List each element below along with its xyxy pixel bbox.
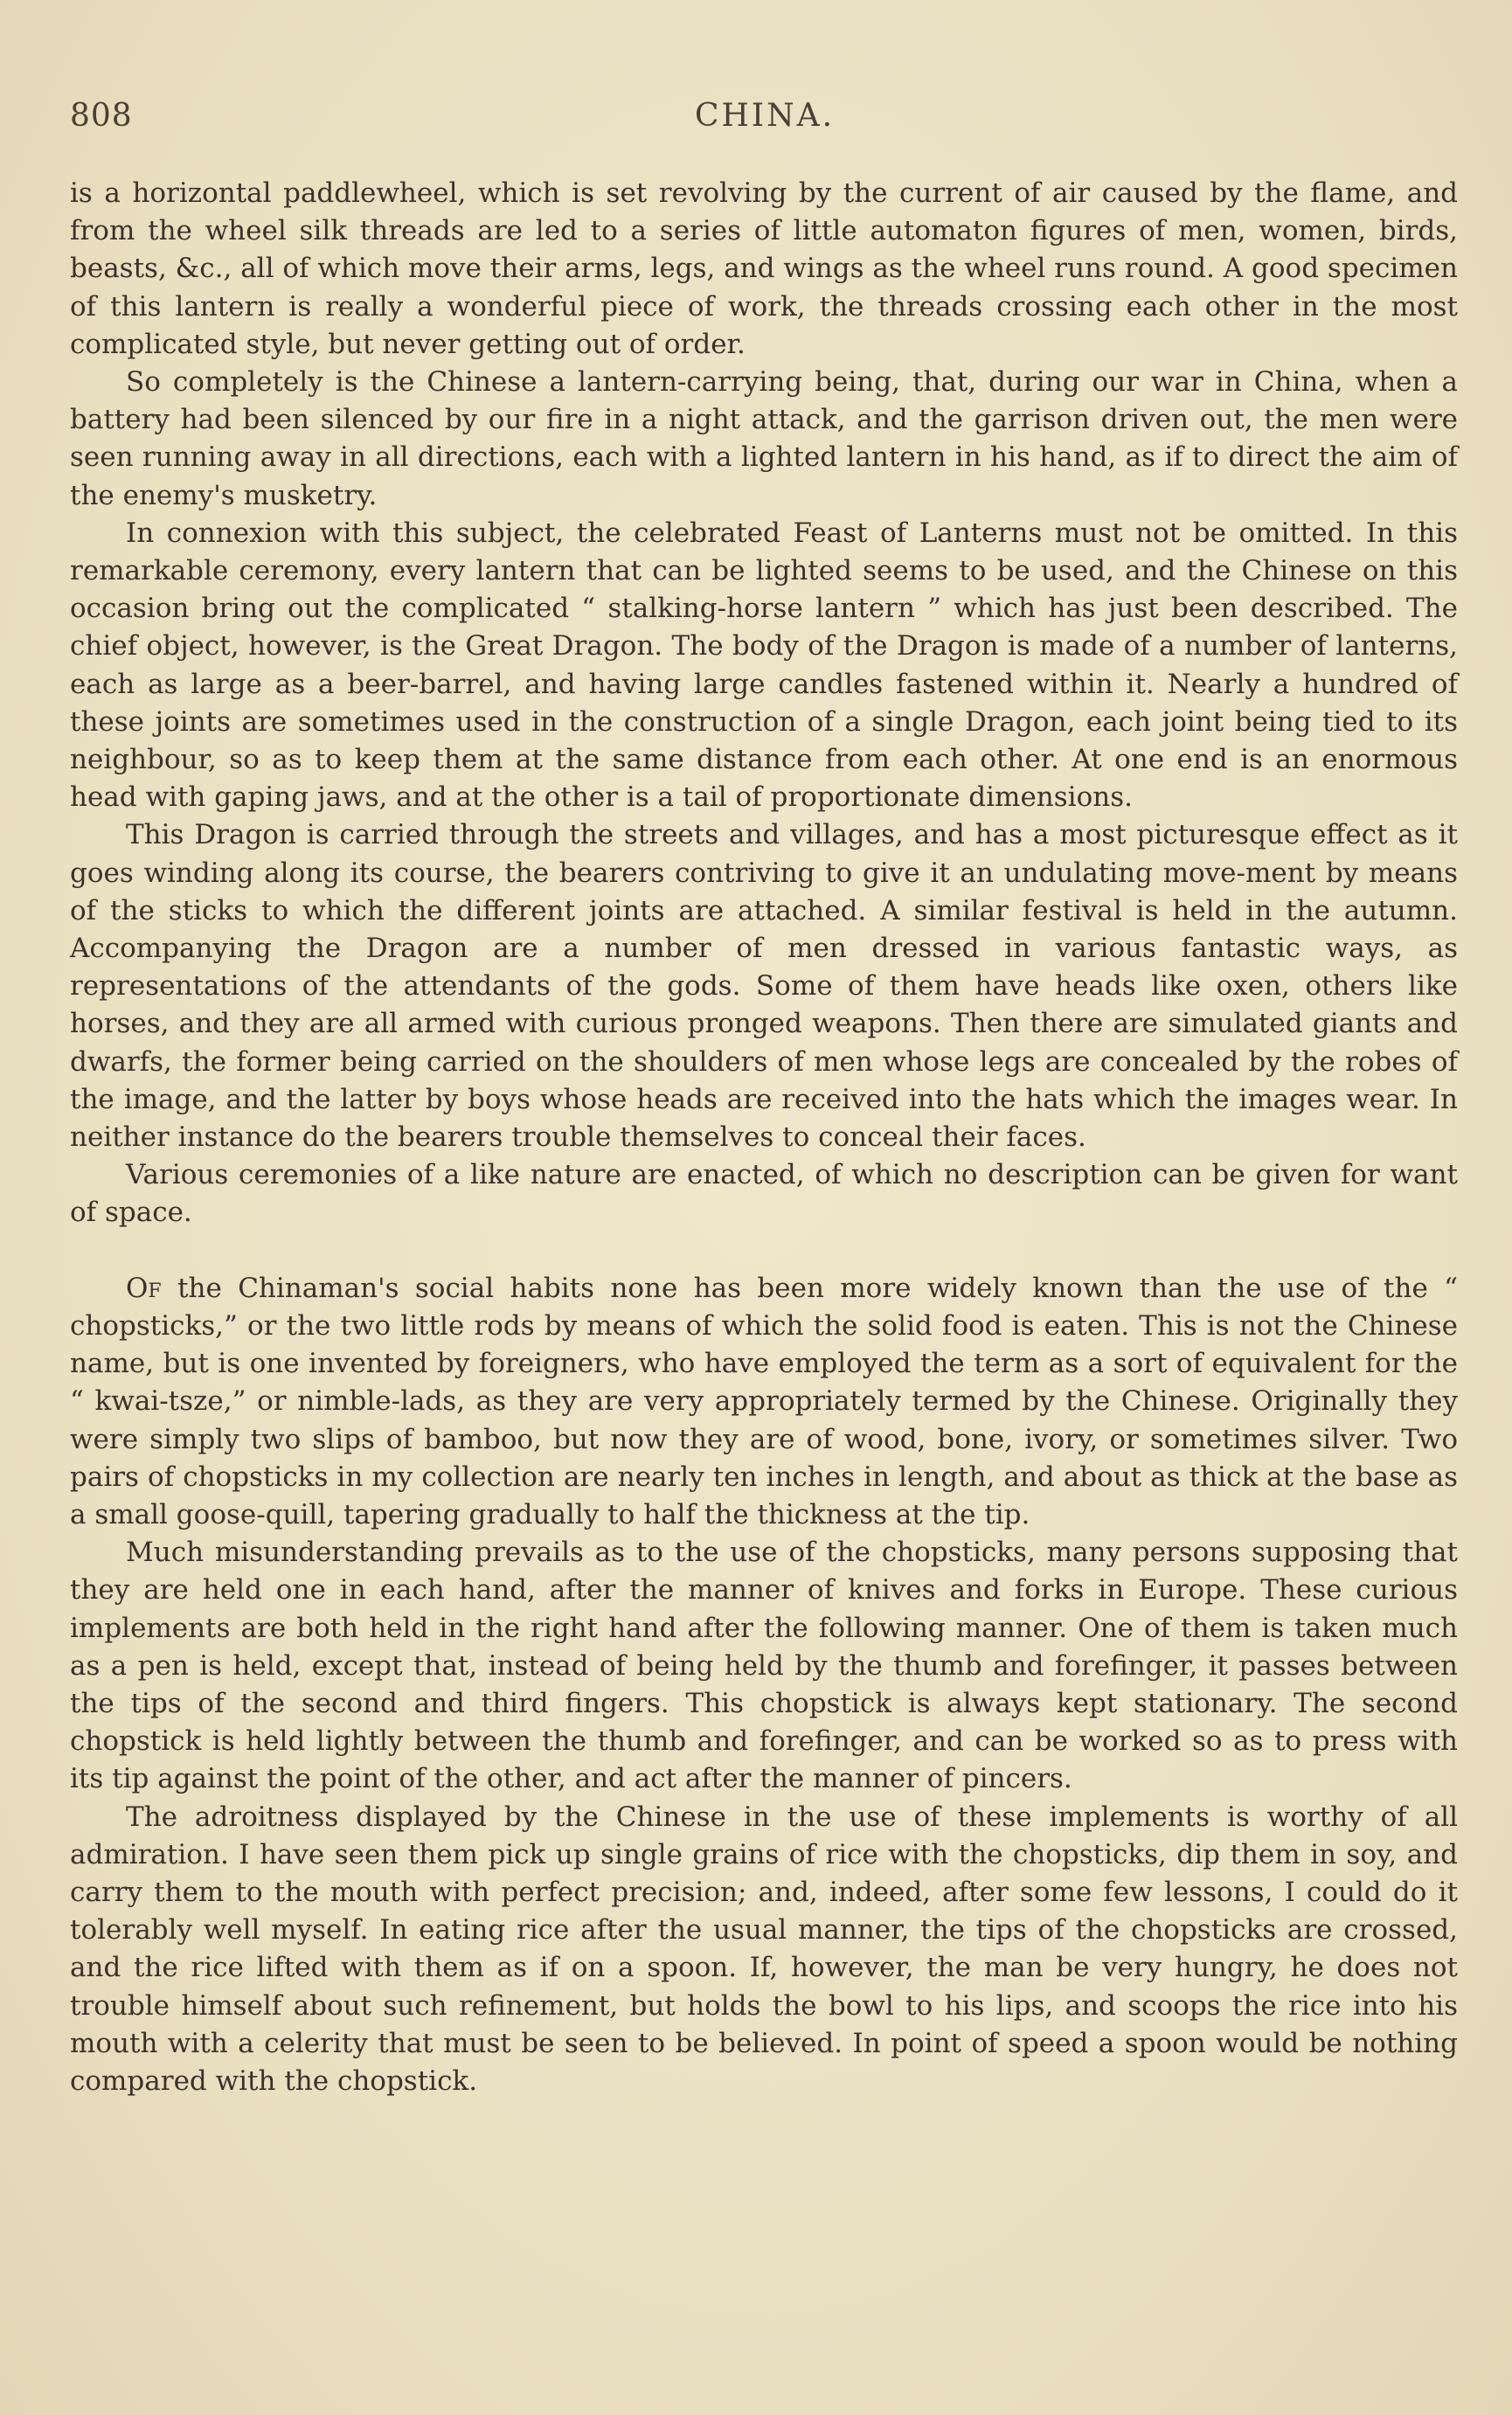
section-opening-word: Of bbox=[126, 1272, 162, 1304]
section-break bbox=[70, 1232, 1458, 1270]
paragraph: is a horizontal paddlewheel, which is set revolving by the current of air caused by the flame, and from the wheel silk threads are led to a series of little automaton figures of men, women, birds, beasts, &c., all of which move their arms, legs, and wings as the wheel runs round. A good specimen of this lantern is really a wonderful piece of work, the threads crossing each other in the most complicated style, but never getting out of order. bbox=[70, 177, 1458, 360]
running-title: CHINA. bbox=[694, 98, 836, 134]
paragraph: The adroitness displayed by the Chinese in the use of these implements is worthy of all admiration. I have seen them pick up single grains of rice with the chopsticks, dip them in soy, and carry them to the mouth with perfect precision; and, indeed, after some few lessons, I could do it tolerably well myself. In eating rice after the usual manner, the tips of the chopsticks are crossed, and the rice lifted with them as if on a spoon. If, however, the man be very hungry, he does not trouble himself about such refinement, but holds the bowl to his lips, and scoops the rice into his mouth with a celerity that must be seen to be believed. In point of speed a spoon would be nothing compared with the chopstick. bbox=[70, 1801, 1458, 2097]
paragraph: This Dragon is carried through the streets and villages, and has a most picturesque effect as it goes winding along its course, the bearers contriving to give it an undulating move-ment by means of the sticks to which the different joints are attached. A similar festival is held in the autumn. Accompanying the Dragon are a number of men dressed in various fantastic ways, as representations of the attendants of the gods. Some of them have heads like oxen, others like horses, and they are all armed with curious pronged weapons. Then there are simulated giants and dwarfs, the former being carried on the shoulders of men whose legs are concealed by the robes of the image, and the latter by boys whose heads are received into the hats which the images wear. In neither instance do the bearers trouble themselves to conceal their faces. bbox=[70, 819, 1458, 1154]
paragraph: Various ceremonies of a like nature are enacted, of which no description can be given for want of space. bbox=[70, 1159, 1458, 1229]
paragraph: In connexion with this subject, the celebrated Feast of Lanterns must not be omitted. In this remarkable ceremony, every lantern that can be lighted seems to be used, and the Chinese on this occasion bring out the complicated “ stalking-horse lantern ” which has just been described. The chief object, however, is the Great Dragon. The body of the Dragon is made of a number of lanterns, each as large as a beer-barrel, and having large candles fastened within it. Nearly a hundred of these joints are sometimes used in the construction of a single Dragon, each joint being tied to its neighbour, so as to keep them at the same distance from each other. At one end is an enormous head with gaping jaws, and at the other is a tail of proportionate dimensions. bbox=[70, 517, 1458, 814]
page-header bbox=[70, 98, 1460, 150]
paragraph: So completely is the Chinese a lantern-carrying being, that, during our war in China, when a battery had been silenced by our fire in a night attack, and the garrison driven out, the men were seen running away in all directions, each with a lighted lantern in his hand, as if to direct the aim of the enemy's musketry. bbox=[70, 366, 1458, 511]
paragraph bbox=[70, 1270, 1458, 1534]
paragraph-text: the Chinaman's social habits none has been more widely known than the use of the “ chopsticks,” or the two little rods by means of which the solid food is eaten. This is not the Chinese name, but is one invented by foreigners, who have employed the term as a sort of equivalent for the “ kwai-tsze,” or nimble-lads, as they are very appropriately termed by the Chinese. Originally they were simply two slips of bamboo, but now they are of wood, bone, ivory, or sometimes silver. Two pairs of chopsticks in my collection are nearly ten inches in length, and about as thick at the base as a small goose-quill, tapering gradually to half the thickness at the tip. bbox=[70, 1272, 1458, 1530]
page-number: 808 bbox=[70, 98, 133, 134]
page-body bbox=[70, 175, 1458, 2100]
paragraph: Much misunderstanding prevails as to the use of the chopsticks, many persons supposing that they are held one in each hand, after the manner of knives and forks in Europe. These curious implements are both held in the right hand after the following manner. One of them is taken much as a pen is held, except that, instead of being held by the thumb and forefinger, it passes between the tips of the second and third fingers. This chopstick is always kept stationary. The second chopstick is held lightly between the thumb and forefinger, and can be worked so as to press with its tip against the point of the other, and act after the manner of pincers. bbox=[70, 1537, 1458, 1795]
